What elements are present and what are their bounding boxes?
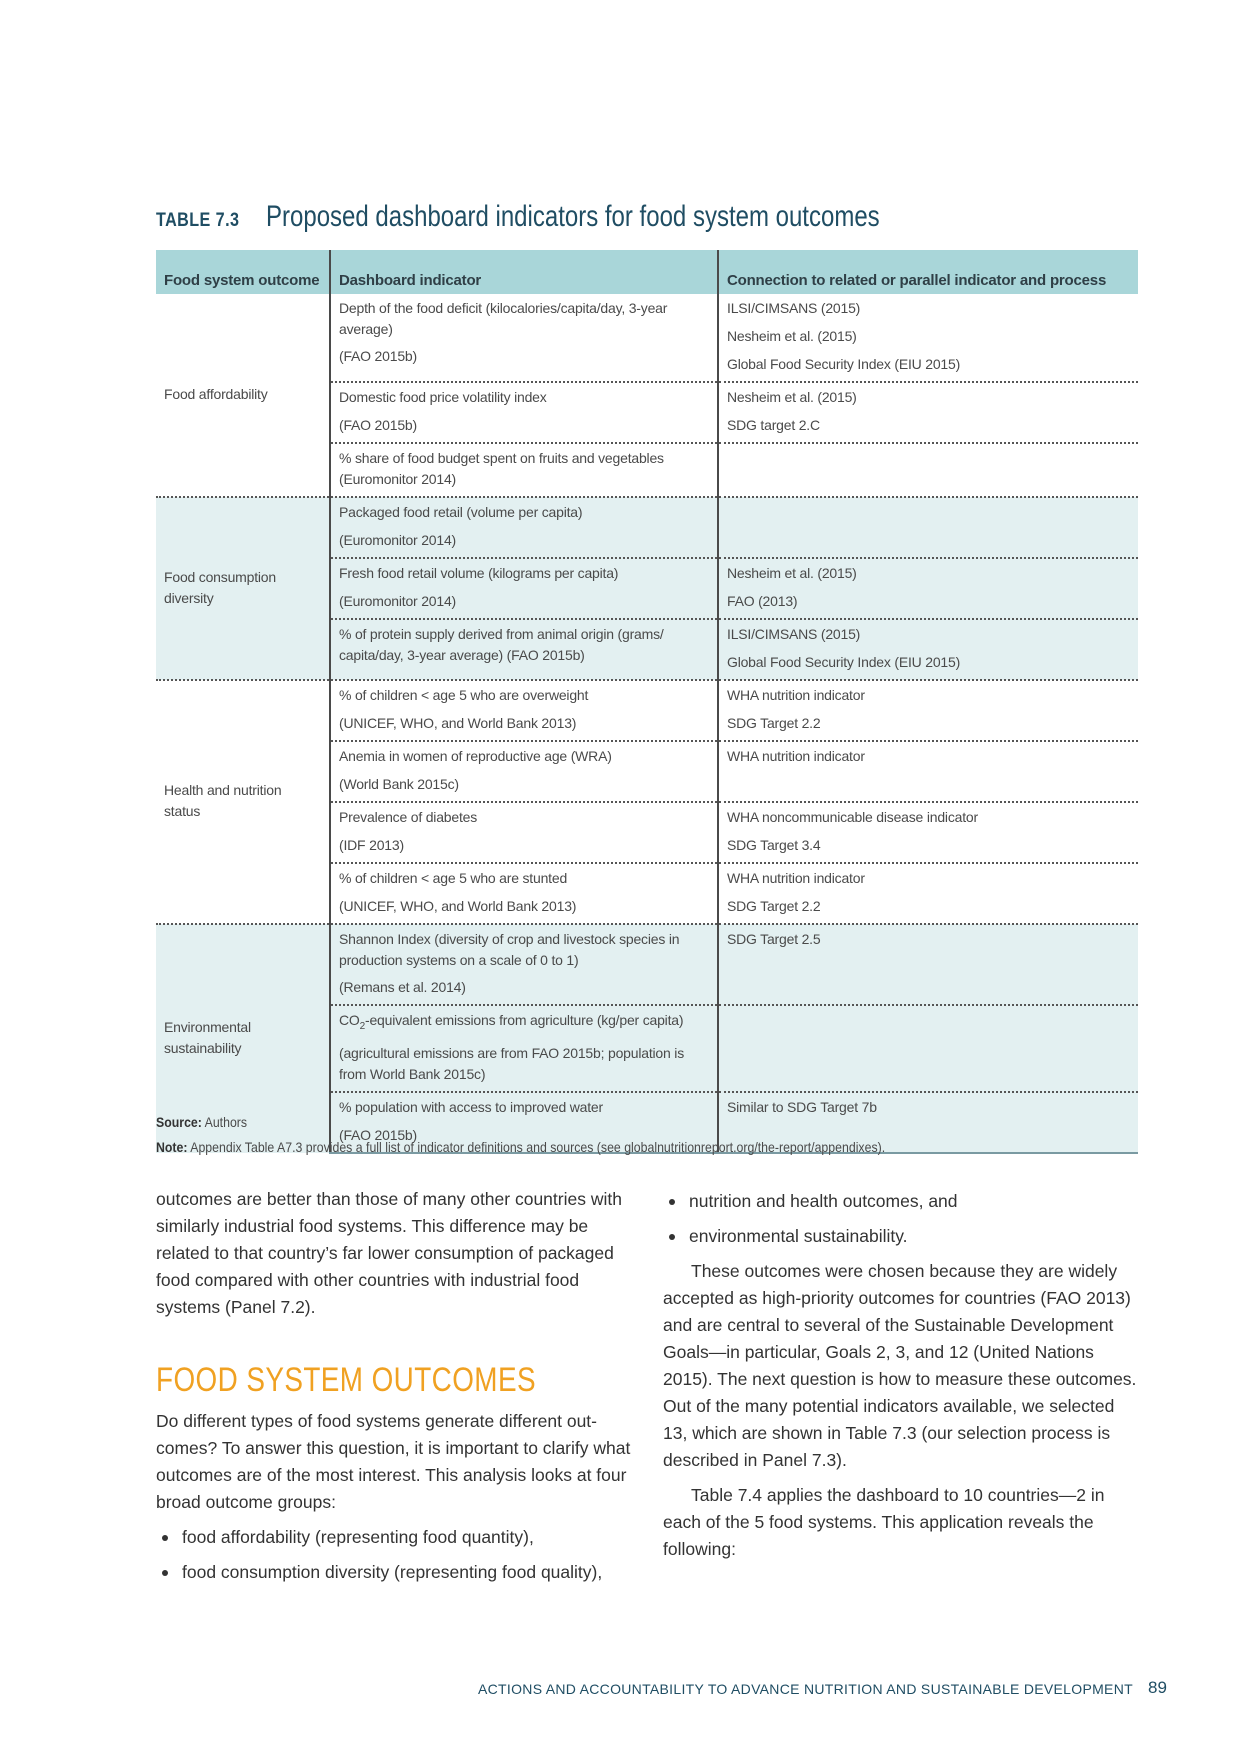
- note-line: Note: Appendix Table A7.3 provides a full list of indicator definitions and sources (see globalnutritionreport.org/the-report/appendixes).: [156, 1139, 886, 1155]
- list-item: nutrition and health outcomes, and: [663, 1188, 1139, 1215]
- indicator-cell: [330, 924, 718, 1005]
- left-column: [156, 1186, 632, 1594]
- indicator-source: (UNICEF, WHO, and World Bank 2013): [339, 715, 577, 731]
- table-row: [156, 924, 1138, 1005]
- indicator-cell: [330, 558, 718, 619]
- table-header-row: [156, 250, 1138, 294]
- connection-text: Similar to SDG Target 7b: [727, 1098, 877, 1115]
- indicator-table: [156, 250, 1138, 1154]
- indicator-source: (IDF 2013): [339, 837, 404, 853]
- indicator-text: % population with access to improved water: [339, 1098, 603, 1115]
- indicator-text: % of protein supply derived from animal origin (grams/ capita/day, 3-year average) (FAO 2015b): [339, 626, 664, 663]
- header-outcome: Food system outcome: [156, 250, 330, 294]
- indicator-source: (agricultural emissions are from FAO 2015b; population is from World Bank 2015c): [339, 1044, 684, 1082]
- connection-cell: [718, 382, 1138, 443]
- body-paragraph: These outcomes were chosen because they are widely accepted as high-priority outcomes for countries (FAO 2013) and are central to several of the Sustainable Development Goals—in particular, Goals 2, 3, and 12 (United Nations 2015). The next question is how to measure these outcomes. Out of the many potential indicators available, we selected 13, which are shown in Table 7.3 (our selection process is described in Panel 7.3).: [663, 1261, 1137, 1470]
- indicator-text: Domestic food price volatility index: [339, 389, 547, 405]
- indicator-text: Shannon Index (diversity of crop and livestock species in production systems on a scale of 0 to 1): [339, 931, 680, 968]
- connection-text: Nesheim et al. (2015): [727, 389, 857, 405]
- connection-text: WHA nutrition indicator: [727, 748, 865, 764]
- table-title: Proposed dashboard indicators for food system outcomes: [266, 200, 880, 233]
- connection-cell: [718, 619, 1138, 680]
- connection-cell: [718, 1005, 1138, 1092]
- indicator-text: Prevalence of diabetes: [339, 809, 478, 825]
- connection-text: Global Food Security Index (EIU 2015): [727, 654, 961, 670]
- right-column: [663, 1188, 1139, 1563]
- connection-text: Global Food Security Index (EIU 2015): [727, 356, 961, 372]
- connection-cell: [718, 558, 1138, 619]
- indicator-text: Packaged food retail (volume per capita): [339, 504, 583, 520]
- indicator-cell: [330, 802, 718, 863]
- indicator-source: (FAO 2015b): [339, 417, 417, 433]
- connection-cell: [718, 741, 1138, 802]
- body-paragraph: Do different types of food systems generate different outcomes? To answer this question, it is important to clarify what outcomes are of the most interest. This analysis looks at four broad outcome groups:: [156, 1411, 631, 1512]
- connection-text: SDG Target 3.4: [727, 837, 821, 853]
- header-connection: Connection to related or parallel indicator and process: [718, 250, 1138, 294]
- indicator-source: (FAO 2015b): [339, 1126, 417, 1143]
- connection-cell: [718, 802, 1138, 863]
- list-item: food affordability (representing food quantity),: [156, 1524, 632, 1551]
- list-item: environmental sustainability.: [663, 1223, 1139, 1250]
- table-caption: [156, 200, 1136, 234]
- indicator-text: $CO_2$-equivalent emissions from agriculture (kg/per capita): [339, 1012, 684, 1032]
- connection-text: SDG Target 2.2: [727, 898, 821, 914]
- indicator-source: (FAO 2015b): [339, 348, 417, 364]
- body-paragraph: Table 7.4 applies the dashboard to 10 countries—2 in each of the 5 food systems. This application reveals the following:: [663, 1485, 1105, 1559]
- indicator-cell: [330, 294, 718, 382]
- indicator-cell: [330, 680, 718, 741]
- body-paragraph: outcomes are better than those of many other countries with similarly industrial food systems. This difference may be related to that country’s far lower consumption of packaged food compared with other countries with industrial food systems (Panel 7.2).: [156, 1189, 622, 1317]
- indicator-text: Depth of the food deficit (kilocalories/capita/day, 3-year average): [339, 300, 668, 337]
- connection-text: Nesheim et al. (2015): [727, 328, 857, 344]
- connection-text: SDG Target 2.2: [727, 715, 821, 731]
- indicator-source: (Euromonitor 2014): [339, 593, 457, 609]
- header-indicator: Dashboard indicator: [330, 250, 718, 294]
- connection-cell: [718, 443, 1138, 497]
- indicator-cell: [330, 443, 718, 497]
- table-notes: [156, 1114, 1136, 1164]
- connection-text: Nesheim et al. (2015): [727, 565, 857, 581]
- indicator-text: % share of food budget spent on fruits and vegetables (Euromonitor 2014): [339, 450, 664, 487]
- indicator-source: (World Bank 2015c): [339, 776, 459, 792]
- connection-cell: [718, 924, 1138, 1005]
- section-heading: FOOD SYSTEM OUTCOMES: [156, 1361, 536, 1399]
- connection-text: WHA nutrition indicator: [727, 870, 865, 886]
- bullet-list: [156, 1524, 632, 1586]
- connection-cell: [718, 294, 1138, 382]
- indicator-cell: [330, 497, 718, 558]
- table-number: TABLE 7.3: [156, 210, 240, 231]
- indicator-text: % of children < age 5 who are overweight: [339, 687, 589, 703]
- table-row: [156, 294, 1138, 382]
- connection-text: ILSI/CIMSANS (2015): [727, 626, 861, 642]
- connection-text: SDG Target 2.5: [727, 931, 821, 947]
- source-line: Source: Authors: [156, 1114, 248, 1130]
- running-footer: ACTIONS AND ACCOUNTABILITY TO ADVANCE NUTRITION AND SUSTAINABLE DEVELOPMENT: [478, 1681, 1133, 1697]
- connection-text: WHA noncommunicable disease indicator: [727, 809, 978, 825]
- indicator-text: Anemia in women of reproductive age (WRA): [339, 748, 612, 764]
- bullet-list: [663, 1188, 1139, 1250]
- indicator-text: Fresh food retail volume (kilograms per capita): [339, 565, 619, 581]
- indicator-text: % of children < age 5 who are stunted: [339, 870, 568, 886]
- connection-text: WHA nutrition indicator: [727, 687, 865, 703]
- indicator-source: (Remans et al. 2014): [339, 979, 466, 995]
- connection-text: ILSI/CIMSANS (2015): [727, 300, 861, 316]
- outcome-cell: Health and nutrition status: [156, 680, 330, 924]
- connection-text: FAO (2013): [727, 593, 798, 609]
- list-item: food consumption diversity (representing food quality),: [156, 1559, 632, 1586]
- indicator-cell: [330, 619, 718, 680]
- indicator-cell: [330, 741, 718, 802]
- table-row: [156, 680, 1138, 741]
- indicator-source: (Euromonitor 2014): [339, 532, 457, 548]
- connection-cell: [718, 863, 1138, 924]
- connection-cell: [718, 680, 1138, 741]
- connection-text: SDG target 2.C: [727, 417, 820, 433]
- page-number: 89: [1148, 1678, 1167, 1697]
- outcome-cell: Food consumption diversity: [156, 497, 330, 680]
- connection-cell: [718, 497, 1138, 558]
- outcome-cell: Environmental sustainability: [156, 924, 330, 1153]
- indicator-source: (UNICEF, WHO, and World Bank 2013): [339, 898, 577, 914]
- outcome-cell: Food affordability: [164, 385, 268, 402]
- indicator-cell: [330, 1005, 718, 1092]
- indicator-cell: [330, 863, 718, 924]
- table-row: [156, 497, 1138, 558]
- indicator-cell: [330, 382, 718, 443]
